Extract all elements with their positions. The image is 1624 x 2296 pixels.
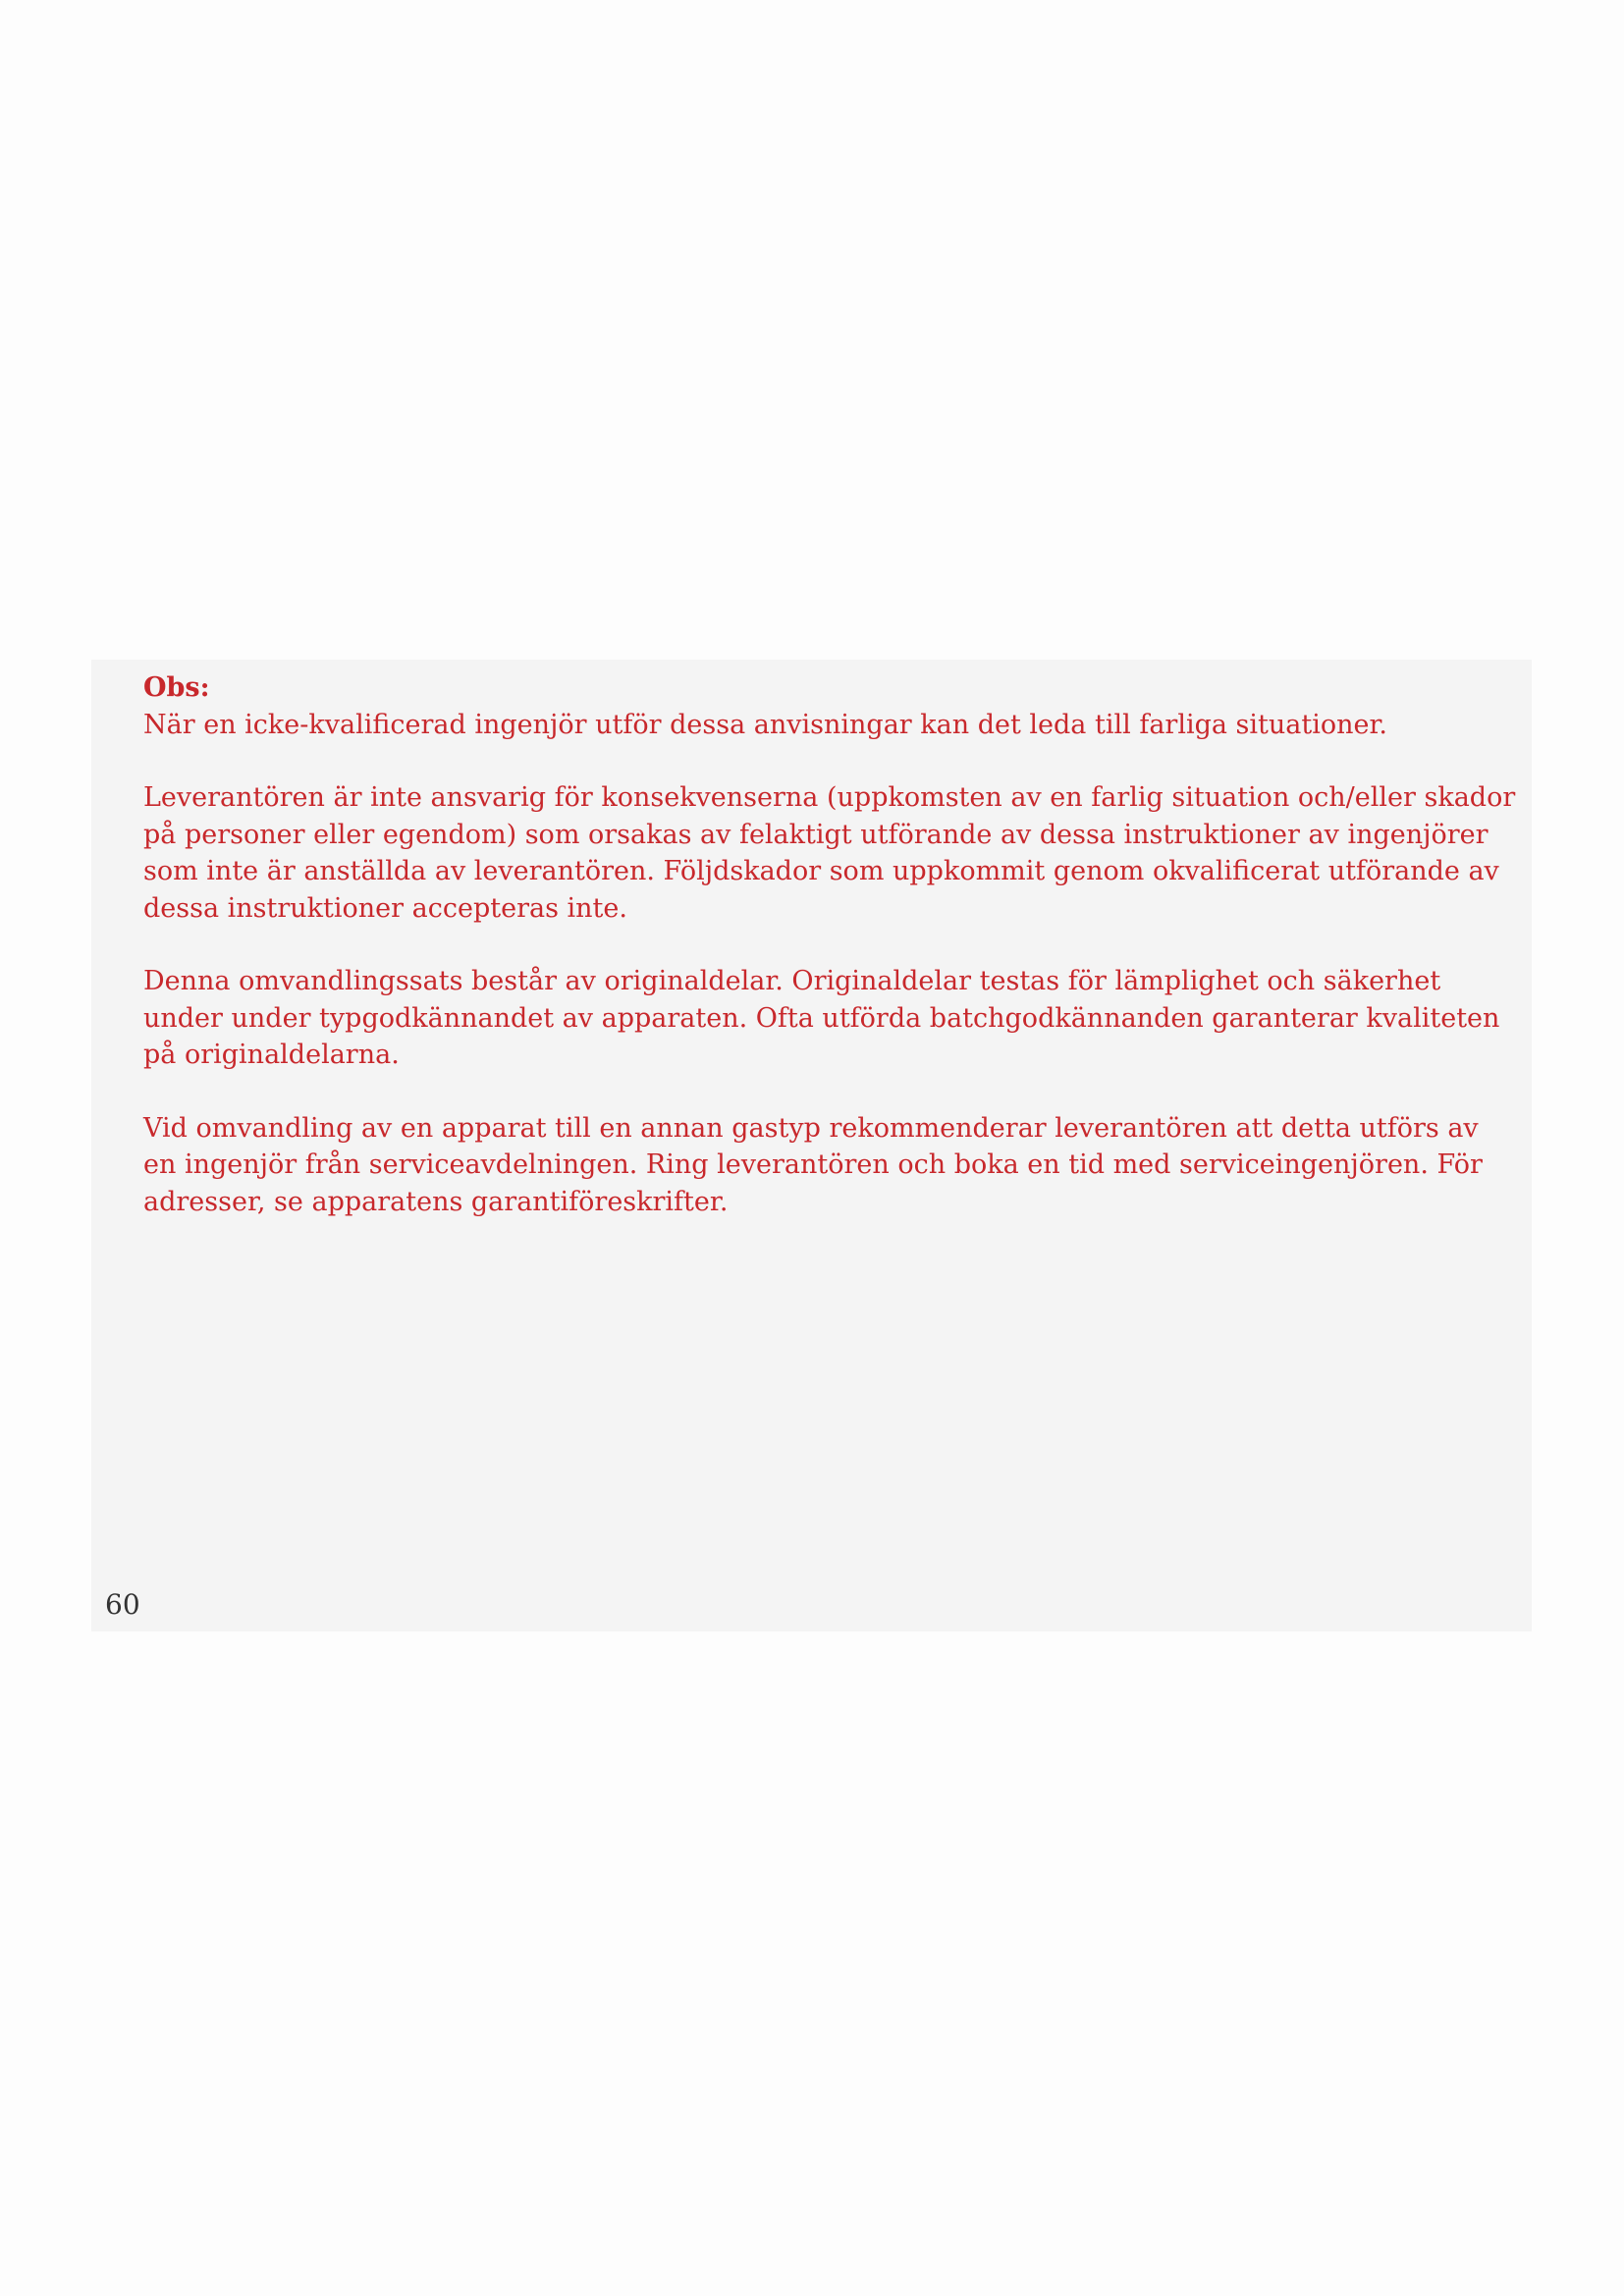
notice-paragraph-warning: När en icke-kvalificerad ingenjör utför dessa anvisningar kan det leda till farliga situationer.: [143, 709, 1388, 740]
notice-paragraph-liability: Leverantören är inte ansvarig för konsekvenserna (uppkomsten av en farlig situation och/eller skador på personer eller egendom) som orsakas av felaktigt utförande av dessa instruktioner av ingenjörer som inte är anställda av leverantören. Följdskador som uppkommit genom okvalificerat utförande av dessa instruktioner accepteras inte.: [143, 782, 1516, 924]
notice-content: [143, 669, 1518, 1256]
notice-paragraph-service: Vid omvandling av en apparat till en annan gastyp rekommenderar leverantören att detta utförs av en ingenjör från serviceavdelningen. Ring leverantören och boka en tid med serviceingenjören. För adresser, se apparatens garantiföreskrifter.: [143, 1112, 1483, 1217]
page-number: 60: [105, 1588, 140, 1621]
notice-paragraph-original-parts: Denna omvandlingssats består av originaldelar. Originaldelar testas för lämplighet och säkerhet under under typgodkännandet av apparaten. Ofta utförda batchgodkännanden garanterar kvaliteten på originaldelarna.: [143, 966, 1500, 1070]
notice-heading: Obs:: [143, 672, 210, 703]
notice-panel: [91, 660, 1532, 1631]
